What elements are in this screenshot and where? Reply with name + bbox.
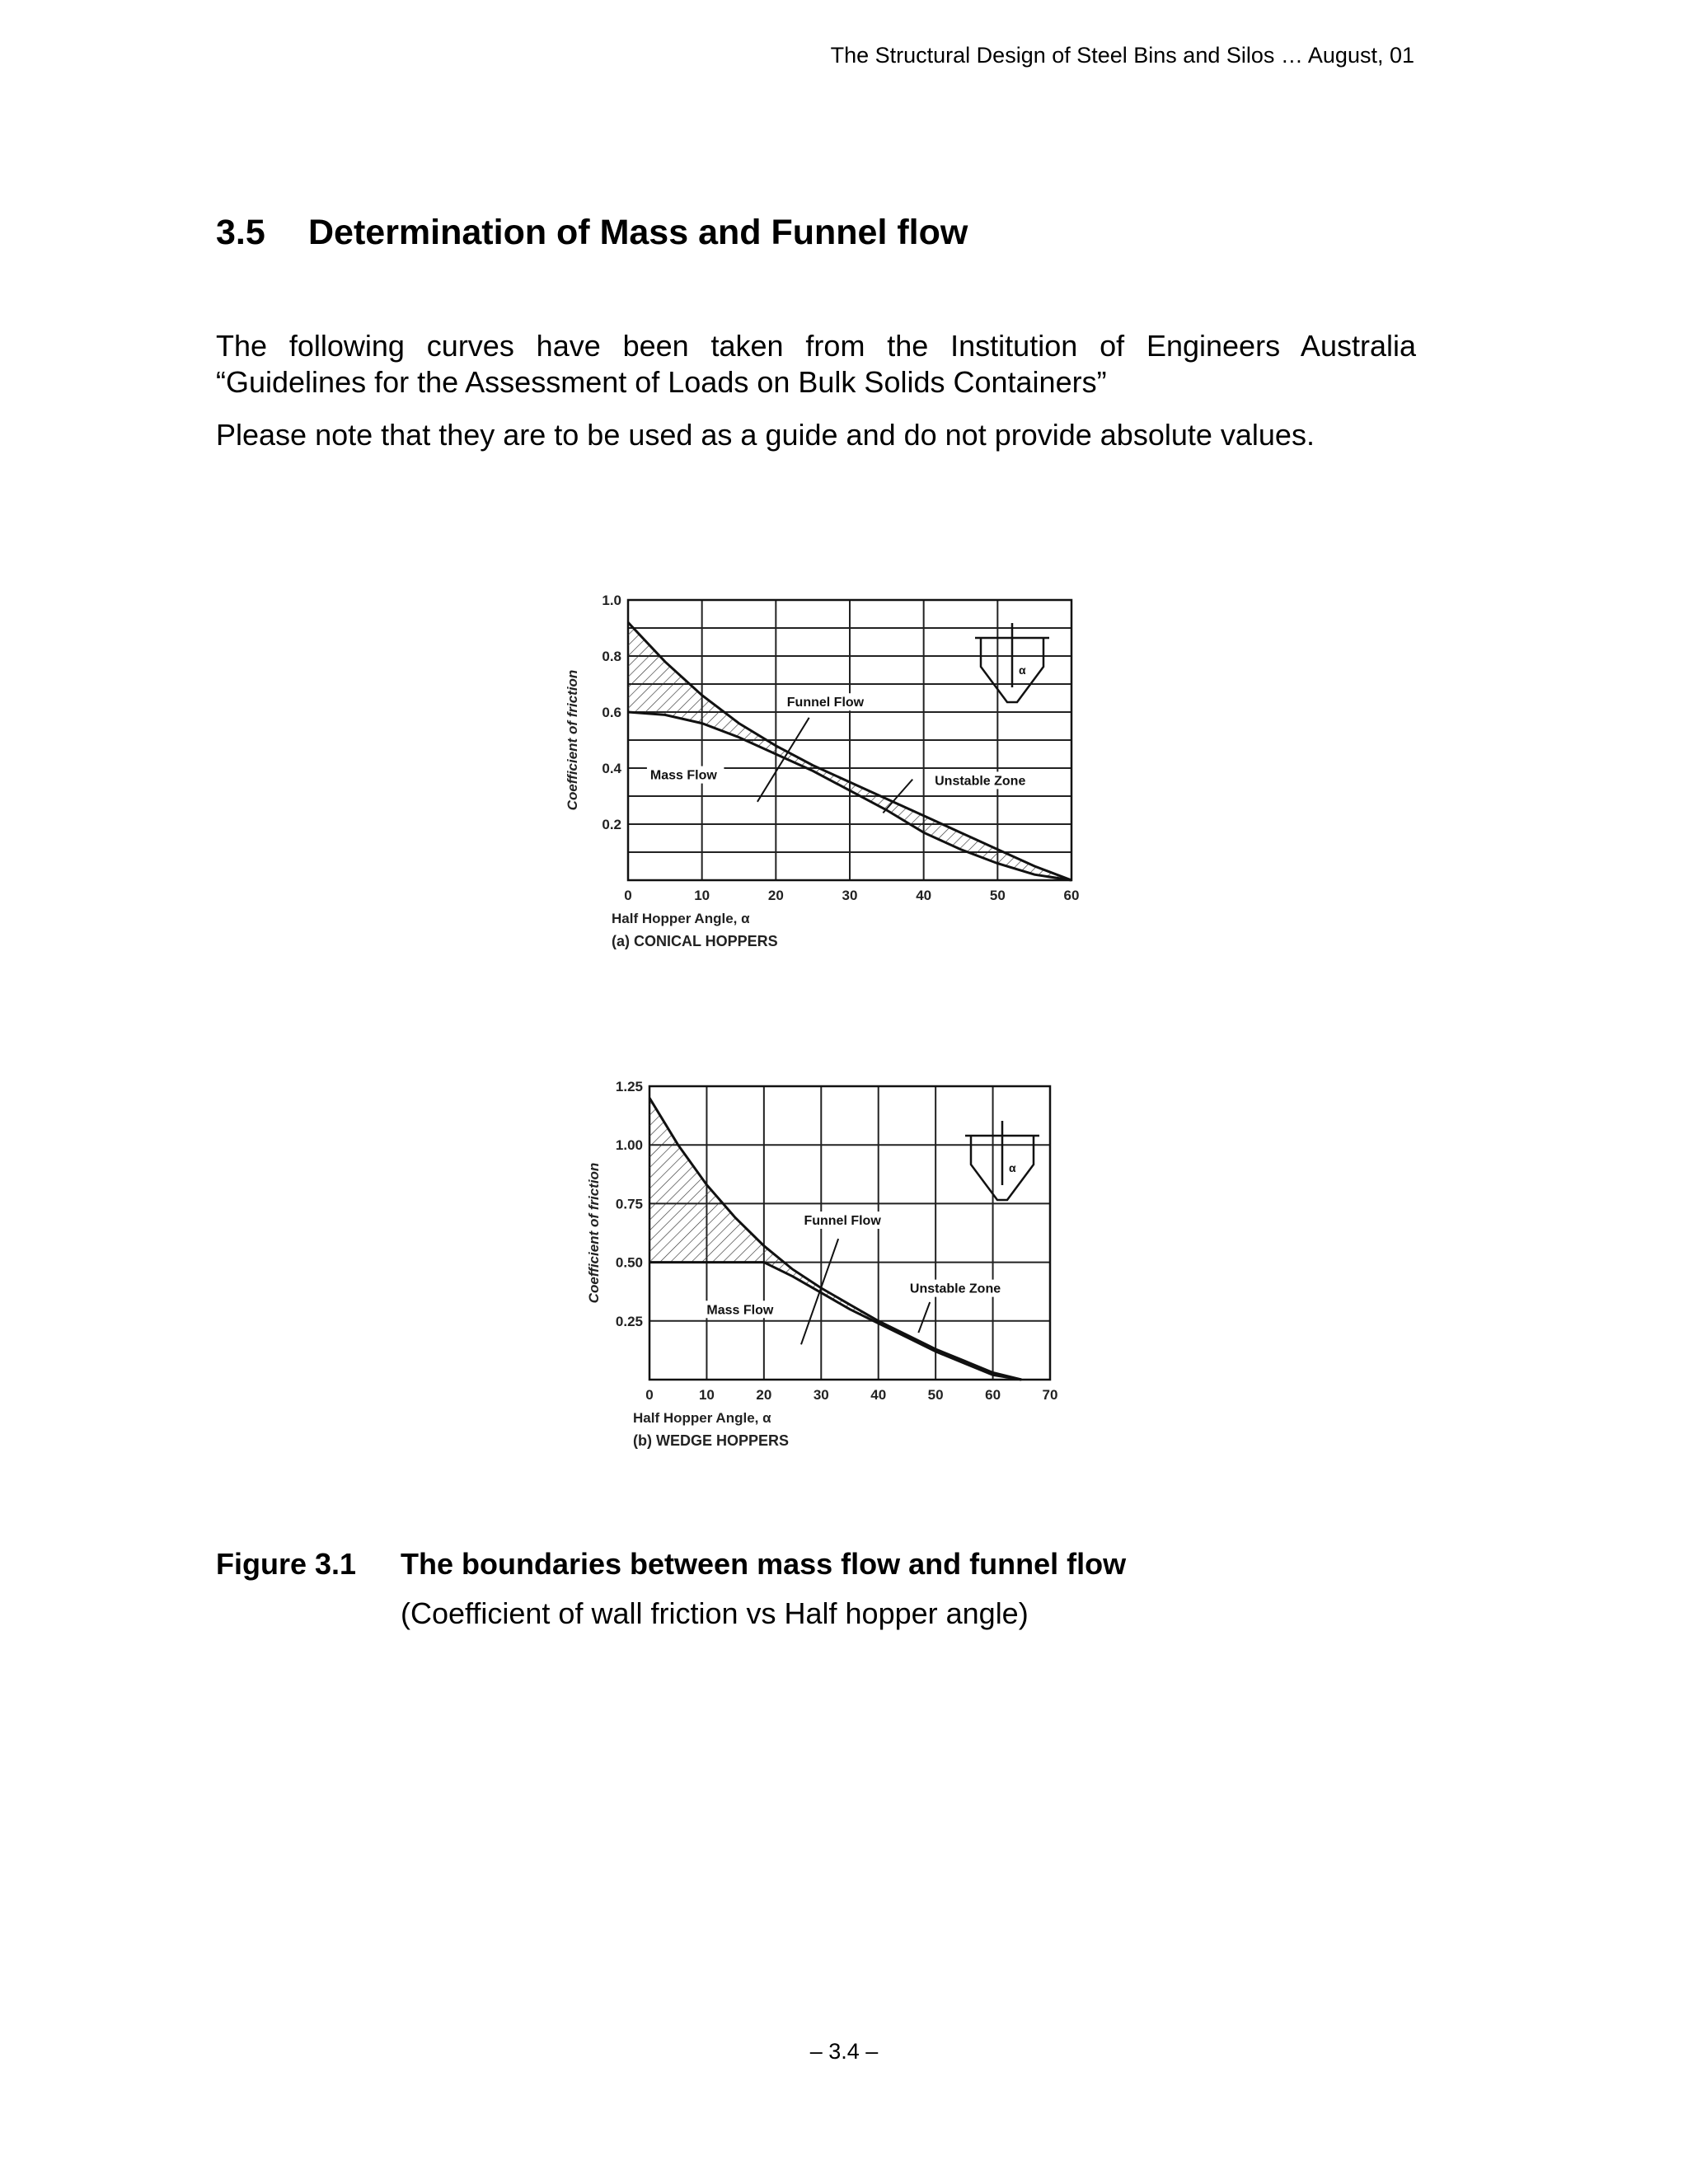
x-tick-label: 40: [870, 1387, 887, 1403]
y-tick-label: 0.2: [602, 817, 621, 832]
x-axis-label: Half Hopper Angle, α: [633, 1410, 771, 1426]
x-tick-label: 30: [842, 888, 858, 903]
y-tick-label: 1.0: [602, 593, 621, 608]
intro-paragraph: The following curves have been taken from the Institution of Engineers Australia “Guidelines for the Assessment of Loads on Bulk Solids Containers”: [216, 329, 1416, 399]
annotation-arrow: [801, 1239, 838, 1344]
annotation-label: Funnel Flow: [804, 1214, 881, 1229]
note-paragraph: Please note that they are to be used as a guide and do not provide absolute values.: [216, 418, 1315, 452]
x-tick-label: 60: [985, 1387, 1001, 1403]
annotation-arrow: [918, 1302, 930, 1333]
x-tick-label: 0: [624, 888, 632, 903]
x-tick-label: 20: [767, 888, 784, 903]
y-tick-label: 0.75: [615, 1196, 643, 1212]
figure-label: Figure 3.1: [216, 1547, 357, 1581]
chart-title: (a) CONICAL HOPPERS: [612, 933, 778, 949]
unstable-zone-area: [649, 1098, 1021, 1380]
chart-title: (b) WEDGE HOPPERS: [633, 1432, 790, 1449]
y-axis-label: Coefficient of friction: [586, 1162, 602, 1304]
figure-title: The boundaries between mass flow and funnel flow: [401, 1547, 1127, 1581]
x-tick-label: 0: [645, 1387, 654, 1403]
x-tick-label: 20: [756, 1387, 772, 1403]
annotation-label: Mass Flow: [649, 768, 717, 783]
x-tick-label: 70: [1042, 1387, 1058, 1403]
section-title: Determination of Mass and Funnel flow: [308, 213, 968, 252]
running-header: The Structural Design of Steel Bins and Silos … August, 01: [830, 43, 1414, 68]
page-number: – 3.4 –: [809, 2039, 879, 2064]
hopper-sketch-icon: [965, 1121, 1039, 1200]
annotation-label: Funnel Flow: [786, 696, 865, 710]
conical-hoppers-chart: [560, 587, 1088, 966]
x-tick-label: 50: [927, 1387, 944, 1403]
wedge-hoppers-chart: [569, 1070, 1088, 1449]
y-tick-label: 0.8: [602, 649, 621, 664]
y-tick-label: 0.4: [602, 761, 621, 776]
y-tick-label: 0.6: [602, 705, 621, 720]
inset-alpha-label: α: [1009, 1161, 1016, 1174]
section-number: 3.5: [216, 213, 265, 252]
figure-subtitle: (Coefficient of wall friction vs Half hopper angle): [401, 1596, 1029, 1630]
hopper-sketch-icon: [975, 623, 1049, 702]
y-tick-label: 0.50: [615, 1254, 643, 1271]
x-axis-label: Half Hopper Angle, α: [612, 911, 750, 926]
x-tick-label: 10: [698, 1387, 715, 1403]
section-heading: [216, 213, 968, 253]
x-tick-label: 50: [989, 888, 1006, 903]
y-tick-label: 1.00: [615, 1137, 643, 1154]
annotation-label: Mass Flow: [706, 1303, 774, 1318]
y-axis-label: Coefficient of friction: [565, 669, 580, 811]
x-tick-label: 30: [813, 1387, 829, 1403]
chart-svg: [569, 1070, 1088, 1449]
y-tick-label: 0.25: [615, 1313, 643, 1329]
x-tick-label: 40: [916, 888, 932, 903]
inset-alpha-label: α: [1019, 663, 1026, 677]
annotation-label: Unstable Zone: [935, 774, 1026, 789]
x-tick-label: 60: [1063, 888, 1080, 903]
chart-svg: [560, 587, 1088, 966]
y-tick-label: 1.25: [615, 1079, 643, 1094]
annotation-label: Unstable Zone: [909, 1282, 1001, 1296]
x-tick-label: 10: [694, 888, 710, 903]
